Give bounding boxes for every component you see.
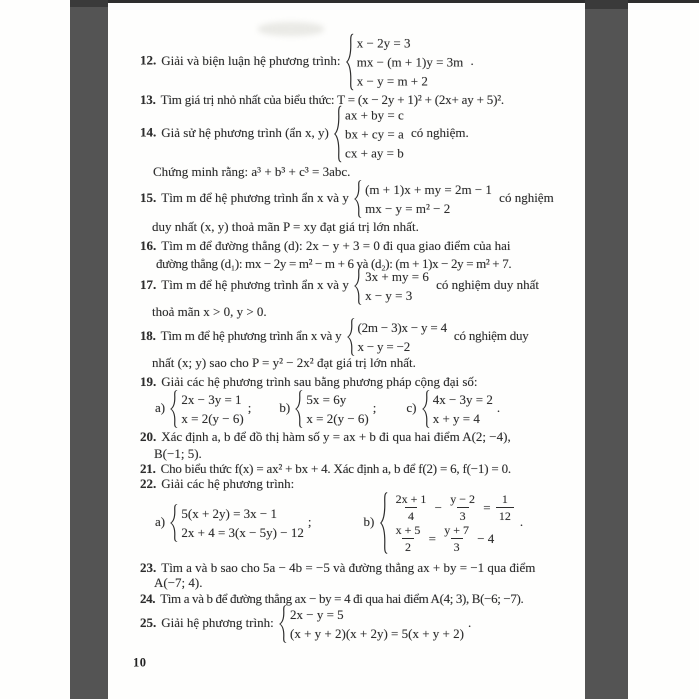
text-run: a)	[155, 399, 169, 415]
text-run: có nghiệm duy	[450, 327, 529, 343]
equation-row	[357, 34, 464, 53]
equation-system	[347, 318, 447, 356]
text-run: Xác định a, b để đồ thị hàm số y = ax + b đi qua hai điểm A(2; −4),	[161, 429, 511, 444]
text-run: bx + cy = a	[345, 126, 404, 141]
text-run: Chứng minh rằng: a³ + b³ + c³ = 3abc.	[153, 164, 351, 179]
text-run: Tìm m để hệ phương trình ẩn x và y	[160, 327, 345, 343]
text-run: Tìm m để hệ phương trình ẩn x và y	[161, 189, 353, 205]
problem-15-line-2	[152, 218, 419, 236]
text-run: x + y = 4	[432, 410, 480, 426]
equation-row	[181, 504, 303, 523]
equation-system	[170, 504, 303, 542]
equation-row	[433, 390, 493, 409]
fraction	[447, 492, 478, 523]
equation-system	[354, 180, 492, 218]
text-run: c)	[406, 399, 420, 415]
text-run: Giải hệ phương trình:	[161, 614, 277, 630]
equation-rows	[357, 34, 464, 91]
equation-row	[365, 199, 492, 218]
text-run: đường thẳng (d₁): mx − 2y = m² − m + 6 và (d₂): (m + 1)x − 2y = m² + 7.	[156, 256, 512, 271]
text-run: x − y = m + 2	[356, 73, 428, 88]
text-run: A(−7; 4).	[154, 575, 203, 590]
problem-25-line-1	[140, 605, 471, 643]
equation-rows	[365, 267, 429, 305]
text-run: 2x + 4 = 3(x − 5y) − 12	[181, 524, 304, 540]
text-run: Giải các hệ phương trình:	[161, 476, 295, 491]
text-run: 5(x + 2y) = 3x − 1	[181, 505, 278, 521]
equation-system	[279, 605, 464, 643]
system-brace-icon	[354, 180, 362, 218]
system-brace-icon	[170, 504, 178, 542]
text-run: .	[496, 399, 501, 415]
system-brace-icon	[422, 390, 430, 428]
text-run: (m + 1)x + my = 2m − 1	[365, 181, 492, 197]
equation-row	[181, 523, 303, 542]
equation-row	[357, 72, 464, 91]
equation-row	[391, 523, 516, 554]
text-run: −	[431, 499, 446, 515]
problem-18-line-1	[140, 318, 529, 356]
fraction-denominator: 4	[405, 507, 417, 523]
equation-system	[295, 390, 368, 428]
text-run: b)	[279, 399, 294, 415]
text-run: .	[467, 614, 472, 630]
text-run: x = 2(y − 6)	[181, 410, 244, 426]
equation-row	[358, 318, 447, 337]
text-run: thoả mãn x > 0, y > 0.	[152, 304, 267, 319]
text-run: .	[467, 52, 474, 68]
fraction	[496, 492, 514, 523]
equation-row	[345, 144, 404, 163]
problem-number: 25.	[140, 614, 157, 630]
text-run: b)	[363, 513, 378, 529]
equation-rows	[391, 492, 516, 554]
problem-number: 16.	[140, 238, 157, 253]
equation-row	[345, 106, 404, 125]
equation-row	[306, 390, 368, 409]
scan-left-band	[70, 0, 108, 699]
system-brace-icon	[380, 492, 388, 554]
equation-rows	[345, 106, 404, 163]
fraction-denominator: 3	[451, 538, 463, 554]
text-run: a)	[155, 513, 169, 529]
text-run: ;	[307, 513, 312, 529]
text-run: Giải và biện luận hệ phương trình:	[161, 52, 344, 68]
equation-rows	[181, 390, 243, 428]
text-run: Giả sử hệ phương trình (ẩn x, y)	[161, 124, 333, 140]
problem-20-line-1	[140, 428, 511, 446]
equation-row	[290, 605, 464, 624]
text-run: Tìm a và b để đường thẳng ax − by = 4 đi qua hai điểm A(4; 3), B(−6; −7).	[160, 591, 524, 606]
equation-system	[422, 390, 493, 428]
text-run: − 4	[473, 530, 495, 546]
equation-row	[290, 624, 464, 643]
equation-system	[170, 390, 243, 428]
text-run: 2x − 3y = 1	[181, 391, 242, 407]
system-brace-icon	[354, 267, 362, 305]
text-run: cx + ay = b	[345, 145, 404, 160]
equation-row	[365, 286, 429, 305]
fraction-numerator: 1	[501, 492, 508, 506]
text-run: Cho biểu thức f(x) = ax² + bx + 4. Xác định a, b để f(2) = 6, f(−1) = 0.	[160, 461, 511, 476]
problem-19-line-2	[155, 390, 500, 428]
text-run: duy nhất (x, y) thoả mãn P = xy đạt giá trị lớn nhất.	[152, 219, 419, 234]
problem-number: 18.	[140, 327, 156, 343]
text-run: Tìm giá trị nhỏ nhất của biểu thức: T = (x − 2y + 1)² + (2x+ ay + 5)².	[160, 92, 504, 107]
text-run: Tìm a và b sao cho 5a − 4b = −5 và đường thẳng ax + by = −1 qua điểm	[161, 560, 536, 575]
text-run: .	[519, 513, 524, 529]
equation-system	[354, 267, 429, 305]
problem-19-line-1	[140, 373, 478, 391]
text-run: mx − y = m² − 2	[365, 200, 451, 216]
problem-number: 17.	[140, 276, 157, 292]
fraction-denominator: 3	[457, 507, 469, 523]
problem-16-line-1	[140, 237, 511, 255]
equation-rows	[306, 390, 368, 428]
system-brace-icon	[295, 390, 303, 428]
fraction-numerator: y − 2	[450, 492, 475, 506]
equation-rows	[433, 390, 493, 428]
problem-number: 15.	[140, 189, 157, 205]
text-run: (x + y + 2)(x + 2y) = 5(x + y + 2)	[290, 625, 464, 641]
text-run: có nghiệm duy nhất	[432, 276, 540, 292]
equation-row	[391, 492, 516, 523]
text-run: ;	[372, 399, 377, 415]
problem-number: 20.	[140, 429, 157, 444]
fraction-numerator: 2x + 1	[395, 492, 427, 506]
text-run: x = 2(y − 6)	[306, 410, 369, 426]
problem-number: 22.	[140, 476, 157, 491]
system-brace-icon	[346, 34, 354, 91]
text-run: 5x = 6y	[306, 391, 347, 407]
problem-18-line-2	[152, 354, 416, 372]
text-run: Tìm m để đường thẳng (d): 2x − y + 3 = 0 đi qua giao điểm của hai	[161, 238, 511, 253]
problem-14-line-1	[140, 106, 469, 163]
fraction	[393, 492, 430, 523]
text-run: x − 2y = 3	[356, 35, 411, 50]
equation-row	[306, 409, 368, 428]
text-run: Giải các hệ phương trình sau bằng phương pháp cộng đại số:	[161, 374, 478, 389]
equation-rows	[181, 504, 303, 542]
system-brace-icon	[347, 318, 355, 356]
fraction-numerator: x + 5	[395, 523, 421, 537]
text-run: Tìm m để hệ phương trình ẩn x và y	[161, 276, 353, 292]
problem-number: 19.	[140, 374, 157, 389]
problem-number: 23.	[140, 560, 157, 575]
text-run: có nghiệm.	[407, 124, 469, 140]
problem-number: 24.	[140, 591, 156, 606]
system-brace-icon	[279, 605, 287, 643]
text-run: 2x − y = 5	[290, 606, 344, 622]
equation-rows	[290, 605, 464, 643]
problem-number: 13.	[140, 92, 156, 107]
problem-14-line-2	[153, 163, 350, 181]
equation-row	[365, 180, 492, 199]
fraction-denominator: 12	[496, 507, 514, 523]
text-run: (2m − 3)x − y = 4	[357, 319, 447, 335]
equation-row	[181, 390, 243, 409]
equation-row	[433, 409, 493, 428]
problem-17-line-1	[140, 267, 539, 305]
fraction	[441, 523, 472, 554]
equation-system	[334, 106, 404, 163]
fraction-numerator: y + 7	[444, 523, 469, 537]
page-content	[133, 0, 610, 699]
system-brace-icon	[170, 390, 178, 428]
text-run: B(−1; 5).	[154, 446, 202, 461]
fraction	[393, 523, 424, 554]
text-run: ;	[247, 399, 252, 415]
scan-left-band-cap	[70, 0, 108, 7]
system-brace-icon	[334, 106, 342, 163]
equation-row	[357, 53, 464, 72]
page-number: 10	[133, 655, 147, 670]
equation-row	[345, 125, 404, 144]
problem-22-line-2	[155, 492, 523, 554]
text-run: nhất (x; y) sao cho P = y² − 2x² đạt giá trị lớn nhất.	[152, 355, 416, 370]
problem-number: 12.	[140, 52, 157, 68]
problem-number: 21.	[140, 461, 156, 476]
equation-row	[365, 267, 429, 286]
text-run: mx − (m + 1)y = 3m	[356, 54, 464, 69]
problem-15-line-1	[140, 180, 554, 218]
equation-system	[380, 492, 516, 554]
text-run: =	[425, 530, 440, 546]
equation-rows	[358, 318, 447, 356]
equation-system	[346, 34, 464, 91]
problem-22-line-1	[140, 475, 294, 493]
text-run: =	[479, 499, 494, 515]
equation-rows	[365, 180, 492, 218]
equation-row	[181, 409, 243, 428]
text-run: x − y = −2	[357, 338, 410, 354]
text-run: có nghiệm	[495, 189, 554, 205]
text-run: 4x − 3y = 2	[432, 391, 493, 407]
fraction-denominator: 2	[402, 538, 414, 554]
problem-12-line-1	[140, 34, 474, 91]
text-run: 3x + my = 6	[365, 268, 429, 284]
problem-number: 14.	[140, 124, 157, 140]
text-run: x − y = 3	[365, 287, 413, 303]
text-run: ax + by = c	[345, 107, 404, 122]
